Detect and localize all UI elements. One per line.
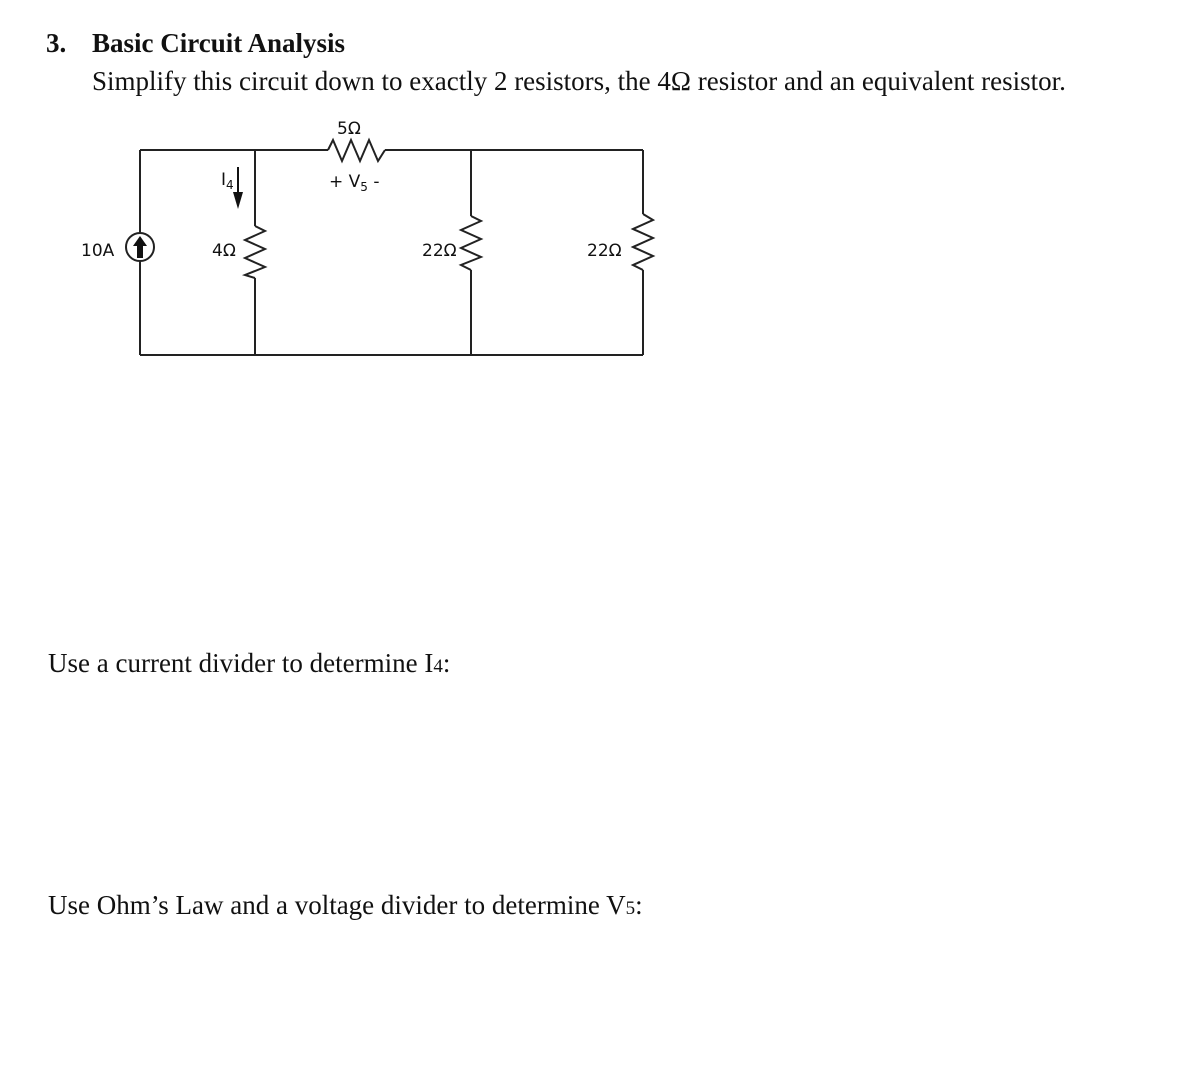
r22a-label: 22Ω [422, 241, 457, 261]
problem-title: Basic Circuit Analysis [92, 28, 346, 58]
v5-label: + $V_5$ - [329, 172, 380, 194]
r5-label: 5Ω [337, 119, 361, 139]
r4-label: 4Ω [212, 241, 236, 261]
resistor-22ohm-b [633, 214, 653, 270]
question-voltage-divider: Use Ohm’s Law and a voltage divider to determine V5: [48, 890, 643, 920]
i4-label: $I_4$ [221, 170, 234, 192]
resistor-4ohm [245, 226, 265, 278]
question-current-divider: Use a current divider to determine I4: [48, 648, 451, 678]
arrow-up-icon [133, 236, 147, 258]
resistor-5ohm [328, 140, 385, 161]
problem-instruction: Simplify this circuit down to exactly 2 resistors, the 4Ω resistor and an equivalent resistor. [92, 66, 1066, 96]
source-label: 10A [81, 241, 115, 261]
arrow-down-icon [233, 167, 243, 209]
r22b-label: 22Ω [587, 241, 622, 261]
resistor-22ohm-a [461, 216, 481, 270]
problem-number: 3. [46, 28, 67, 58]
